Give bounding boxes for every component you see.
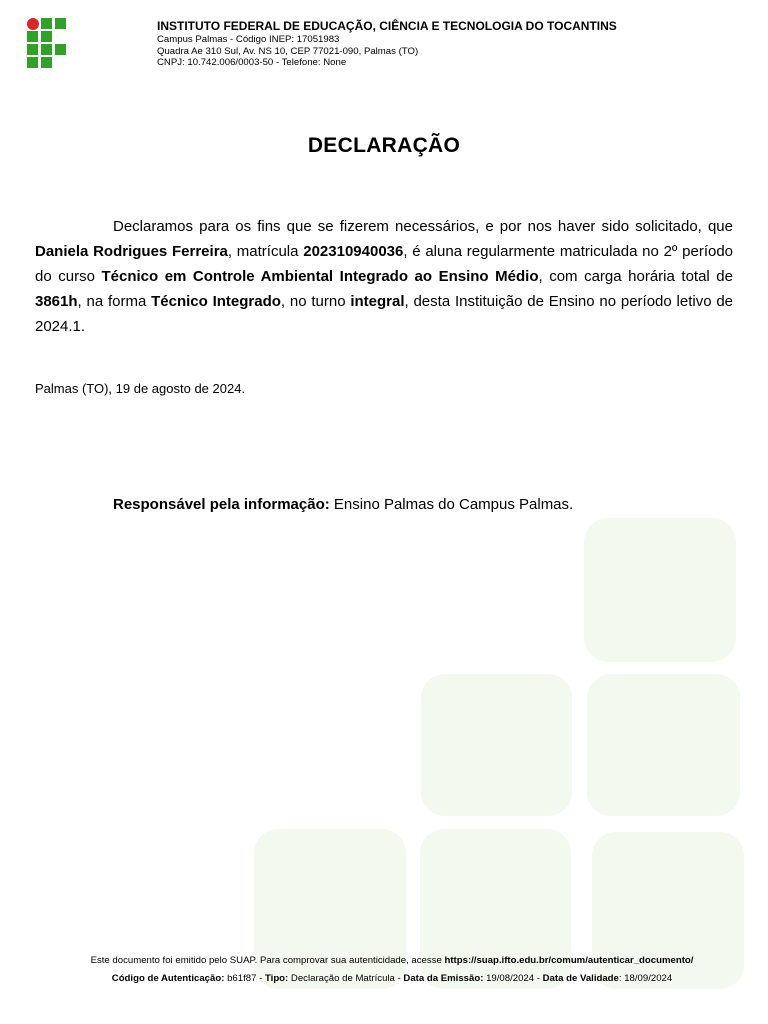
body-text-1: Declaramos para os fins que se fizerem necessários, e por nos haver sido solicitado, que — [113, 218, 733, 235]
document-metadata — [0, 973, 768, 984]
body-text-2: , matrícula — [227, 243, 304, 260]
declaration-body — [35, 214, 733, 339]
responsible-value: Ensino Palmas do Campus Palmas. — [329, 496, 574, 513]
authentication-url[interactable]: https://suap.ifto.edu.br/comum/autenticar_documento/ — [444, 955, 694, 966]
body-text-4: , com carga horária total de — [538, 268, 733, 285]
validity-value: : 18/09/2024 — [618, 973, 673, 984]
place-date: Palmas (TO), 19 de agosto de 2024. — [35, 381, 246, 396]
ifto-logo-icon — [27, 18, 69, 68]
course-name: Técnico em Controle Ambiental Integrado ao Ensino Médio — [101, 268, 539, 285]
cnpj-line: CNPJ: 10.742.006/0003-50 - Telefone: None — [157, 57, 347, 68]
issue-date-value: 19/08/2024 - — [483, 973, 543, 984]
code-label: Código de Autenticação: — [111, 973, 225, 984]
document-title: DECLARAÇÃO — [307, 134, 461, 157]
body-text-3: , é aluna regularmente matriculada no 2º período do curso — [35, 243, 734, 285]
workload: 3861h — [35, 293, 78, 310]
footer-notice: Este documento foi emitido pelo SUAP. Para comprovar sua autenticidade, acesse — [90, 955, 445, 966]
issue-date-label: Data da Emissão: — [403, 973, 484, 984]
registration-number: 202310940036 — [303, 243, 404, 260]
validity-label: Data de Validade — [542, 973, 619, 984]
course-form: Técnico Integrado — [151, 293, 281, 310]
address-line: Quadra Ae 310 Sul, Av. NS 10, CEP 77021-090, Palmas (TO) — [157, 45, 419, 57]
body-text-6: , no turno — [280, 293, 351, 310]
type-label: Tipo: — [264, 973, 289, 984]
responsible-label: Responsável pela informação: — [113, 496, 330, 513]
code-value: b61f87 - — [224, 973, 265, 984]
authenticity-notice — [0, 955, 768, 966]
shift: integral — [350, 293, 405, 310]
body-text-5: , na forma — [77, 293, 152, 310]
student-name: Daniela Rodrigues Ferreira — [35, 243, 228, 260]
type-value: Declaração de Matrícula - — [288, 973, 404, 984]
institution-header — [157, 19, 617, 69]
body-text-7: , desta Instituição de Ensino no período letivo de 2024.1. — [35, 293, 734, 335]
campus-line: Campus Palmas - Código INEP: 17051983 — [157, 34, 340, 45]
institution-name: INSTITUTO FEDERAL DE EDUCAÇÃO, CIÊNCIA E TECNOLOGIA DO TOCANTINS — [157, 19, 617, 33]
responsible-info — [113, 496, 573, 513]
